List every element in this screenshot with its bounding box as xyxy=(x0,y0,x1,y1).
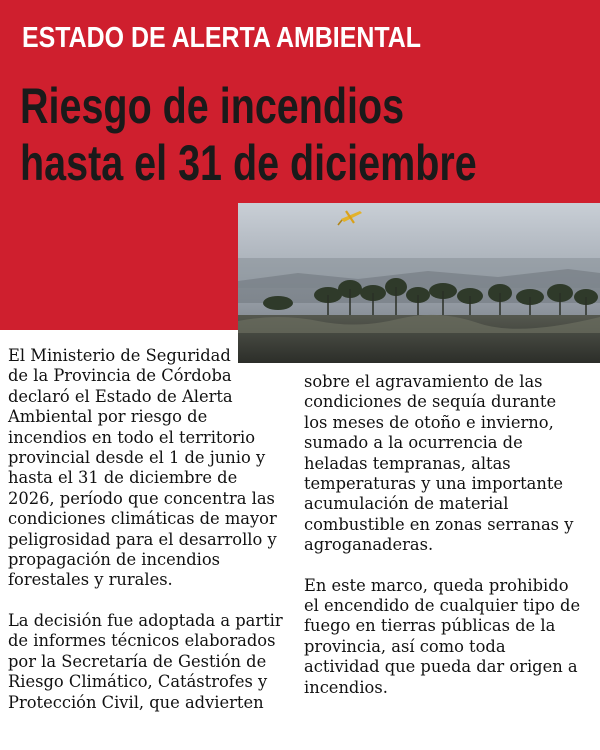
text-line: los meses de otoño e invierno, xyxy=(304,412,554,432)
paragraph-3 xyxy=(304,372,594,556)
text-line: temperaturas y una importante xyxy=(304,474,564,494)
text-line: 2026, período que concentra las xyxy=(8,488,275,508)
text-line: fuego en tierras públicas de la xyxy=(304,616,556,636)
text-line: condiciones climáticas de mayor xyxy=(8,509,277,529)
text-line: sobre el agravamiento de las xyxy=(304,372,543,391)
paragraph-4 xyxy=(304,576,594,698)
text-line: forestales y rurales. xyxy=(8,570,173,590)
headline xyxy=(20,78,477,192)
text-line: En este marco, queda prohibido xyxy=(304,575,569,595)
text-line: Riesgo Climático, Catástrofes y xyxy=(8,672,268,692)
text-line: peligrosidad para el desarrollo y xyxy=(8,529,277,549)
headline-line-1: Riesgo de incendios xyxy=(20,78,405,134)
text-line: incendios en todo el territorio xyxy=(8,427,256,447)
text-line: de la Provincia de Córdoba xyxy=(8,366,232,386)
text-line: condiciones de sequía durante xyxy=(304,392,557,412)
text-line: de informes técnicos elaborados xyxy=(8,631,276,651)
paragraph-1 xyxy=(8,346,294,591)
forest-aircraft-photo xyxy=(238,203,600,363)
text-line: hasta el 31 de diciembre de xyxy=(8,468,238,488)
text-line: Protección Civil, que advierten xyxy=(8,692,264,712)
text-line: El Ministerio de Seguridad xyxy=(8,346,231,365)
text-line: propagación de incendios xyxy=(8,550,221,570)
text-line: combustible en zonas serranas y xyxy=(304,514,574,534)
text-line: el encendido de cualquier tipo de xyxy=(304,596,581,616)
right-column xyxy=(304,372,594,698)
forest-photo-image xyxy=(238,203,600,363)
text-line: actividad que pueda dar origen a xyxy=(304,657,578,677)
text-line: incendios. xyxy=(304,677,388,697)
text-line: heladas tempranas, altas xyxy=(304,453,511,473)
text-line: provincial desde el 1 de junio y xyxy=(8,448,266,468)
headline-line-2: hasta el 31 de diciembre xyxy=(20,135,477,191)
text-line: La decisión fue adoptada a partir xyxy=(8,610,283,630)
text-line: provincia, así como toda xyxy=(304,636,506,656)
text-line: Ambiental por riesgo de xyxy=(8,407,208,427)
text-line: por la Secretaría de Gestión de xyxy=(8,651,267,671)
kicker: ESTADO DE ALERTA AMBIENTAL xyxy=(22,22,422,54)
left-column xyxy=(8,346,294,713)
text-line: declaró el Estado de Alerta xyxy=(8,386,233,406)
text-line: agroganaderas. xyxy=(304,535,434,555)
paragraph-2 xyxy=(8,611,294,713)
text-line: sumado a la ocurrencia de xyxy=(304,433,523,453)
text-line: acumulación de material xyxy=(304,494,509,514)
